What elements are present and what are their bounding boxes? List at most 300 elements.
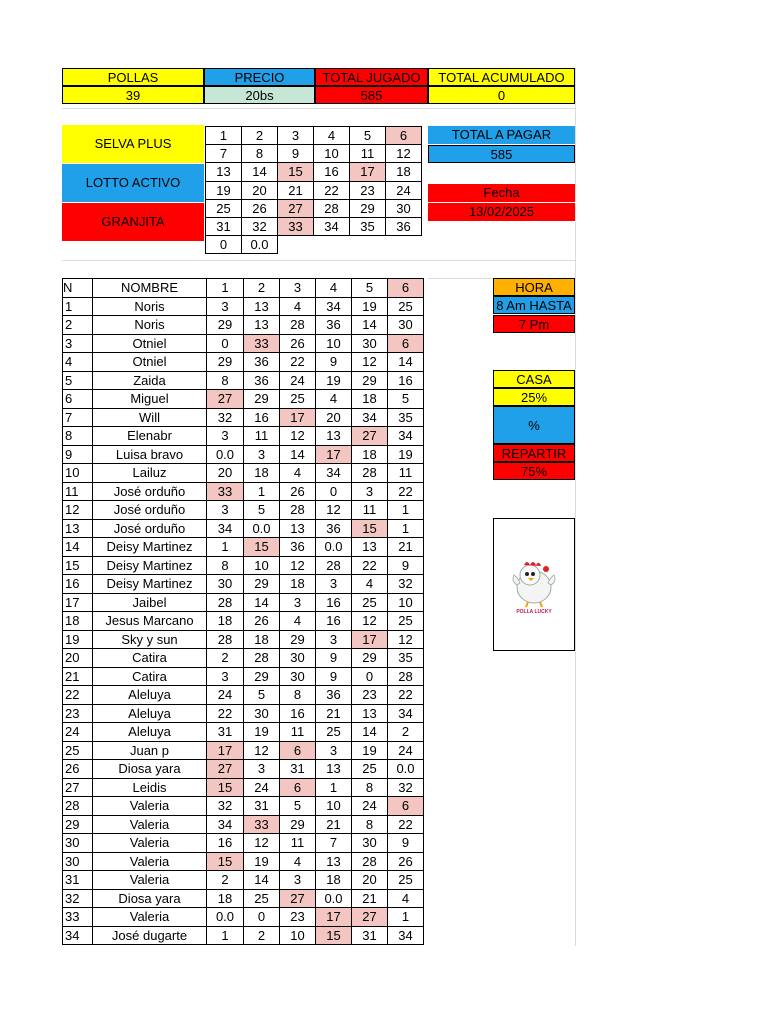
number-cell: 2 <box>242 127 278 145</box>
number-cell: 18 <box>386 163 422 181</box>
number-cell <box>386 236 422 254</box>
row-number: 13 <box>63 519 93 538</box>
pick-cell: 19 <box>352 741 388 760</box>
total-acumulado-label: TOTAL ACUMULADO <box>428 68 575 86</box>
pick-cell: 34 <box>316 464 352 483</box>
pick-cell: 16 <box>280 704 316 723</box>
number-cell: 15 <box>278 163 314 181</box>
pick-cell: 15 <box>207 852 244 871</box>
pick-cell: 0.0 <box>388 760 424 779</box>
pick-cell: 8 <box>352 778 388 797</box>
row-number: 11 <box>63 482 93 501</box>
row-number: 16 <box>63 575 93 594</box>
player-name: Diosa yara <box>93 760 207 779</box>
player-name: Valeria <box>93 815 207 834</box>
row-number: 31 <box>63 871 93 890</box>
numbers-grid-row <box>206 127 422 145</box>
pick-cell: 3 <box>316 741 352 760</box>
number-cell: 6 <box>386 127 422 145</box>
numbers-grid-row <box>206 145 422 163</box>
pick-cell: 27 <box>207 760 244 779</box>
repartir-value: 75% <box>493 462 575 480</box>
chicken-mascot-icon <box>494 519 574 650</box>
pick-cell: 26 <box>280 482 316 501</box>
pick-cell: 0.0 <box>316 889 352 908</box>
pick-cell: 23 <box>280 908 316 927</box>
table-row <box>63 908 424 927</box>
pick-cell: 20 <box>316 408 352 427</box>
pick-cell: 29 <box>280 815 316 834</box>
pick-cell: 28 <box>388 667 424 686</box>
pick-cell: 24 <box>352 797 388 816</box>
pick-cell: 5 <box>388 390 424 409</box>
table-row <box>63 686 424 705</box>
player-name: Will <box>93 408 207 427</box>
pick-cell: 10 <box>244 556 280 575</box>
pick-cell: 3 <box>316 575 352 594</box>
pick-cell: 28 <box>280 501 316 520</box>
casa-label: CASA <box>493 370 575 388</box>
pick-cell: 15 <box>207 778 244 797</box>
number-cell: 30 <box>386 199 422 217</box>
pick-cell: 22 <box>388 815 424 834</box>
pick-cell: 12 <box>352 353 388 372</box>
pick-cell: 2 <box>207 871 244 890</box>
pick-cell: 16 <box>316 612 352 631</box>
number-cell <box>278 236 314 254</box>
row-number: 2 <box>63 316 93 335</box>
pick-cell: 4 <box>280 464 316 483</box>
pick-cell: 18 <box>352 390 388 409</box>
pick-cell: 18 <box>207 612 244 631</box>
player-name: Lailuz <box>93 464 207 483</box>
pick-cell: 5 <box>244 501 280 520</box>
row-number: 6 <box>63 390 93 409</box>
pick-cell: 13 <box>316 760 352 779</box>
row-number: 30 <box>63 834 93 853</box>
pick-cell: 15 <box>352 519 388 538</box>
pick-cell: 31 <box>244 797 280 816</box>
pick-cell: 24 <box>280 371 316 390</box>
pick-cell: 16 <box>388 371 424 390</box>
total-a-pagar-label: TOTAL A PAGAR <box>428 126 575 144</box>
pick-cell: 19 <box>388 445 424 464</box>
table-row <box>63 371 424 390</box>
total-jugado-label: TOTAL JUGADO <box>315 68 428 86</box>
row-number: 7 <box>63 408 93 427</box>
number-cell: 32 <box>242 217 278 235</box>
row-number: 3 <box>63 334 93 353</box>
number-cell: 35 <box>350 217 386 235</box>
row-number: 25 <box>63 741 93 760</box>
pick-cell: 8 <box>280 686 316 705</box>
table-row <box>63 889 424 908</box>
table-row <box>63 575 424 594</box>
pick-cell: 19 <box>244 852 280 871</box>
pick-cell: 7 <box>316 834 352 853</box>
player-name: Otniel <box>93 353 207 372</box>
pick-cell: 36 <box>316 686 352 705</box>
player-name: Leidis <box>93 778 207 797</box>
logo-text: POLLA LUCKY <box>516 609 552 615</box>
number-cell: 19 <box>206 181 242 199</box>
row-number: 15 <box>63 556 93 575</box>
row-number: 5 <box>63 371 93 390</box>
pick-cell: 10 <box>280 926 316 945</box>
row-number: 28 <box>63 797 93 816</box>
number-cell: 24 <box>386 181 422 199</box>
number-cell: 26 <box>242 199 278 217</box>
pick-cell: 25 <box>244 889 280 908</box>
pick-cell: 0.0 <box>207 445 244 464</box>
table-row <box>63 834 424 853</box>
table-row <box>63 741 424 760</box>
player-name: Valeria <box>93 908 207 927</box>
pick-cell: 14 <box>244 871 280 890</box>
pick-cell: 28 <box>207 593 244 612</box>
table-row <box>63 501 424 520</box>
pick-cell: 34 <box>388 704 424 723</box>
pick-cell: 12 <box>316 501 352 520</box>
pick-cell: 36 <box>316 316 352 335</box>
number-cell: 36 <box>386 217 422 235</box>
pick-cell: 34 <box>388 926 424 945</box>
pick-cell: 3 <box>207 297 244 316</box>
number-cell: 11 <box>350 145 386 163</box>
pick-cell: 12 <box>352 612 388 631</box>
pick-cell: 0 <box>352 667 388 686</box>
pick-cell: 27 <box>207 390 244 409</box>
column-header: NOMBRE <box>93 279 207 298</box>
player-name: Diosa yara <box>93 889 207 908</box>
pick-cell: 12 <box>388 630 424 649</box>
table-row <box>63 797 424 816</box>
pick-cell: 34 <box>352 408 388 427</box>
row-number: 8 <box>63 427 93 446</box>
pick-cell: 24 <box>244 778 280 797</box>
row-number: 22 <box>63 686 93 705</box>
pick-cell: 0 <box>244 908 280 927</box>
numbers-grid-row <box>206 199 422 217</box>
pick-cell: 33 <box>207 482 244 501</box>
pick-cell: 36 <box>280 538 316 557</box>
pick-cell: 2 <box>388 723 424 742</box>
table-row <box>63 390 424 409</box>
row-number: 29 <box>63 815 93 834</box>
pick-cell: 30 <box>207 575 244 594</box>
pick-cell: 28 <box>352 464 388 483</box>
pick-cell: 11 <box>244 427 280 446</box>
player-name: Noris <box>93 297 207 316</box>
player-name: Valeria <box>93 871 207 890</box>
pick-cell: 6 <box>388 797 424 816</box>
table-row <box>63 464 424 483</box>
pick-cell: 30 <box>244 704 280 723</box>
pick-cell: 1 <box>244 482 280 501</box>
pick-cell: 18 <box>352 445 388 464</box>
number-cell: 20 <box>242 181 278 199</box>
player-name: Sky y sun <box>93 630 207 649</box>
pick-cell: 1 <box>388 519 424 538</box>
pick-cell: 13 <box>352 538 388 557</box>
row-number: 20 <box>63 649 93 668</box>
pick-cell: 30 <box>352 834 388 853</box>
table-row <box>63 353 424 372</box>
pick-cell: 36 <box>244 371 280 390</box>
table-row <box>63 630 424 649</box>
pick-cell: 29 <box>244 390 280 409</box>
precio-value: 20bs <box>204 86 315 104</box>
pick-cell: 2 <box>207 649 244 668</box>
pick-cell: 28 <box>280 316 316 335</box>
pick-cell: 21 <box>388 538 424 557</box>
pick-cell: 29 <box>207 353 244 372</box>
numbers-grid-row <box>206 236 422 254</box>
pick-cell: 14 <box>352 316 388 335</box>
pick-cell: 30 <box>388 316 424 335</box>
number-cell: 28 <box>314 199 350 217</box>
pick-cell: 16 <box>316 593 352 612</box>
total-acumulado-value: 0 <box>428 86 575 104</box>
number-cell: 0 <box>206 236 242 254</box>
pick-cell: 10 <box>388 593 424 612</box>
pick-cell: 14 <box>244 593 280 612</box>
pick-cell: 5 <box>280 797 316 816</box>
row-number: 34 <box>63 926 93 945</box>
number-cell: 25 <box>206 199 242 217</box>
player-name: Aleluya <box>93 704 207 723</box>
pick-cell: 32 <box>388 575 424 594</box>
row-number: 27 <box>63 778 93 797</box>
pick-cell: 13 <box>244 316 280 335</box>
row-number: 26 <box>63 760 93 779</box>
pick-cell: 15 <box>316 926 352 945</box>
table-row <box>63 556 424 575</box>
table-row <box>63 760 424 779</box>
table-row <box>63 926 424 945</box>
pick-cell: 28 <box>316 556 352 575</box>
pick-cell: 0 <box>207 334 244 353</box>
number-cell: 29 <box>350 199 386 217</box>
pick-cell: 11 <box>388 464 424 483</box>
number-cell: 0.0 <box>242 236 278 254</box>
table-row <box>63 649 424 668</box>
row-number: 12 <box>63 501 93 520</box>
number-cell: 23 <box>350 181 386 199</box>
table-header-row <box>63 279 424 298</box>
pick-cell: 4 <box>352 575 388 594</box>
pick-cell: 4 <box>280 297 316 316</box>
column-header: 2 <box>244 279 280 298</box>
pick-cell: 24 <box>207 686 244 705</box>
total-jugado-value: 585 <box>315 86 428 104</box>
number-cell: 3 <box>278 127 314 145</box>
pick-cell: 22 <box>388 686 424 705</box>
row-number: 24 <box>63 723 93 742</box>
pick-cell: 21 <box>316 704 352 723</box>
pick-cell: 25 <box>352 760 388 779</box>
lottery-granjita: GRANJITA <box>62 203 204 241</box>
pick-cell: 12 <box>244 834 280 853</box>
pick-cell: 11 <box>280 723 316 742</box>
pick-cell: 13 <box>244 297 280 316</box>
pick-cell: 22 <box>207 704 244 723</box>
table-row <box>63 667 424 686</box>
number-cell: 33 <box>278 217 314 235</box>
pick-cell: 9 <box>316 667 352 686</box>
plays-table <box>62 278 424 945</box>
gridline <box>62 260 575 261</box>
table-row <box>63 704 424 723</box>
pick-cell: 30 <box>280 649 316 668</box>
pick-cell: 34 <box>316 297 352 316</box>
pick-cell: 35 <box>388 649 424 668</box>
percent-label: % <box>493 406 575 444</box>
pick-cell: 22 <box>352 556 388 575</box>
player-name: Deisy Martinez <box>93 556 207 575</box>
pick-cell: 13 <box>352 704 388 723</box>
pick-cell: 33 <box>244 815 280 834</box>
pick-cell: 32 <box>388 778 424 797</box>
pick-cell: 11 <box>280 834 316 853</box>
pick-cell: 18 <box>280 575 316 594</box>
pick-cell: 13 <box>280 519 316 538</box>
pick-cell: 30 <box>280 667 316 686</box>
player-name: Luisa bravo <box>93 445 207 464</box>
pick-cell: 3 <box>207 427 244 446</box>
pick-cell: 17 <box>316 445 352 464</box>
pick-cell: 3 <box>280 593 316 612</box>
pick-cell: 0.0 <box>316 538 352 557</box>
player-name: Valeria <box>93 834 207 853</box>
pick-cell: 25 <box>388 871 424 890</box>
pick-cell: 31 <box>207 723 244 742</box>
numbers-grid-row <box>206 163 422 181</box>
number-cell: 10 <box>314 145 350 163</box>
pick-cell: 24 <box>388 741 424 760</box>
numbers-grid <box>205 126 422 254</box>
gridline <box>575 68 576 946</box>
pick-cell: 18 <box>244 464 280 483</box>
pick-cell: 12 <box>280 556 316 575</box>
pick-cell: 13 <box>316 852 352 871</box>
column-header: 5 <box>352 279 388 298</box>
pick-cell: 22 <box>280 353 316 372</box>
number-cell: 17 <box>350 163 386 181</box>
precio-label: PRECIO <box>204 68 315 86</box>
number-cell: 7 <box>206 145 242 163</box>
pick-cell: 29 <box>244 575 280 594</box>
pick-cell: 21 <box>316 815 352 834</box>
numbers-grid-row <box>206 217 422 235</box>
table-row <box>63 815 424 834</box>
pick-cell: 14 <box>352 723 388 742</box>
pick-cell: 9 <box>388 556 424 575</box>
pick-cell: 3 <box>207 667 244 686</box>
row-number: 10 <box>63 464 93 483</box>
row-number: 4 <box>63 353 93 372</box>
pick-cell: 25 <box>352 593 388 612</box>
number-cell: 14 <box>242 163 278 181</box>
pick-cell: 18 <box>244 630 280 649</box>
pick-cell: 2 <box>244 926 280 945</box>
player-name: Elenabr <box>93 427 207 446</box>
table-row <box>63 538 424 557</box>
pick-cell: 25 <box>316 723 352 742</box>
table-row <box>63 316 424 335</box>
pick-cell: 17 <box>352 630 388 649</box>
pick-cell: 4 <box>316 390 352 409</box>
number-cell: 4 <box>314 127 350 145</box>
total-a-pagar-value: 585 <box>428 145 575 163</box>
pick-cell: 28 <box>207 630 244 649</box>
pick-cell: 35 <box>388 408 424 427</box>
player-name: Otniel <box>93 334 207 353</box>
column-header: 4 <box>316 279 352 298</box>
fecha-label: Fecha <box>428 184 575 202</box>
fecha-value: 13/02/2025 <box>428 203 575 221</box>
number-cell: 13 <box>206 163 242 181</box>
pick-cell: 26 <box>280 334 316 353</box>
pick-cell: 6 <box>280 778 316 797</box>
pick-cell: 10 <box>316 334 352 353</box>
pick-cell: 29 <box>280 630 316 649</box>
pick-cell: 25 <box>388 612 424 631</box>
row-number: 19 <box>63 630 93 649</box>
pick-cell: 20 <box>352 871 388 890</box>
column-header: 3 <box>280 279 316 298</box>
pick-cell: 28 <box>244 649 280 668</box>
number-cell: 27 <box>278 199 314 217</box>
table-row <box>63 612 424 631</box>
pick-cell: 25 <box>280 390 316 409</box>
pick-cell: 34 <box>388 427 424 446</box>
pick-cell: 1 <box>388 501 424 520</box>
pick-cell: 27 <box>352 427 388 446</box>
pick-cell: 8 <box>352 815 388 834</box>
pick-cell: 17 <box>316 908 352 927</box>
pick-cell: 22 <box>388 482 424 501</box>
pick-cell: 3 <box>244 445 280 464</box>
pick-cell: 8 <box>207 556 244 575</box>
numbers-grid-row <box>206 181 422 199</box>
column-header: N <box>63 279 93 298</box>
player-name: Valeria <box>93 797 207 816</box>
player-name: Zaida <box>93 371 207 390</box>
pick-cell: 17 <box>280 408 316 427</box>
pick-cell: 4 <box>280 852 316 871</box>
player-name: Valeria <box>93 852 207 871</box>
pick-cell: 9 <box>316 353 352 372</box>
table-row <box>63 334 424 353</box>
row-number: 23 <box>63 704 93 723</box>
pick-cell: 18 <box>316 871 352 890</box>
polla-lucky-logo <box>493 518 575 651</box>
pollas-label: POLLAS <box>62 68 204 86</box>
lottery-selva-plus: SELVA PLUS <box>62 125 204 163</box>
pick-cell: 20 <box>207 464 244 483</box>
number-cell: 1 <box>206 127 242 145</box>
pick-cell: 3 <box>280 871 316 890</box>
pick-cell: 14 <box>280 445 316 464</box>
pick-cell: 8 <box>207 371 244 390</box>
player-name: José orduño <box>93 501 207 520</box>
pick-cell: 34 <box>207 815 244 834</box>
row-number: 9 <box>63 445 93 464</box>
pick-cell: 3 <box>207 501 244 520</box>
table-row <box>63 723 424 742</box>
pollas-value: 39 <box>62 86 204 104</box>
